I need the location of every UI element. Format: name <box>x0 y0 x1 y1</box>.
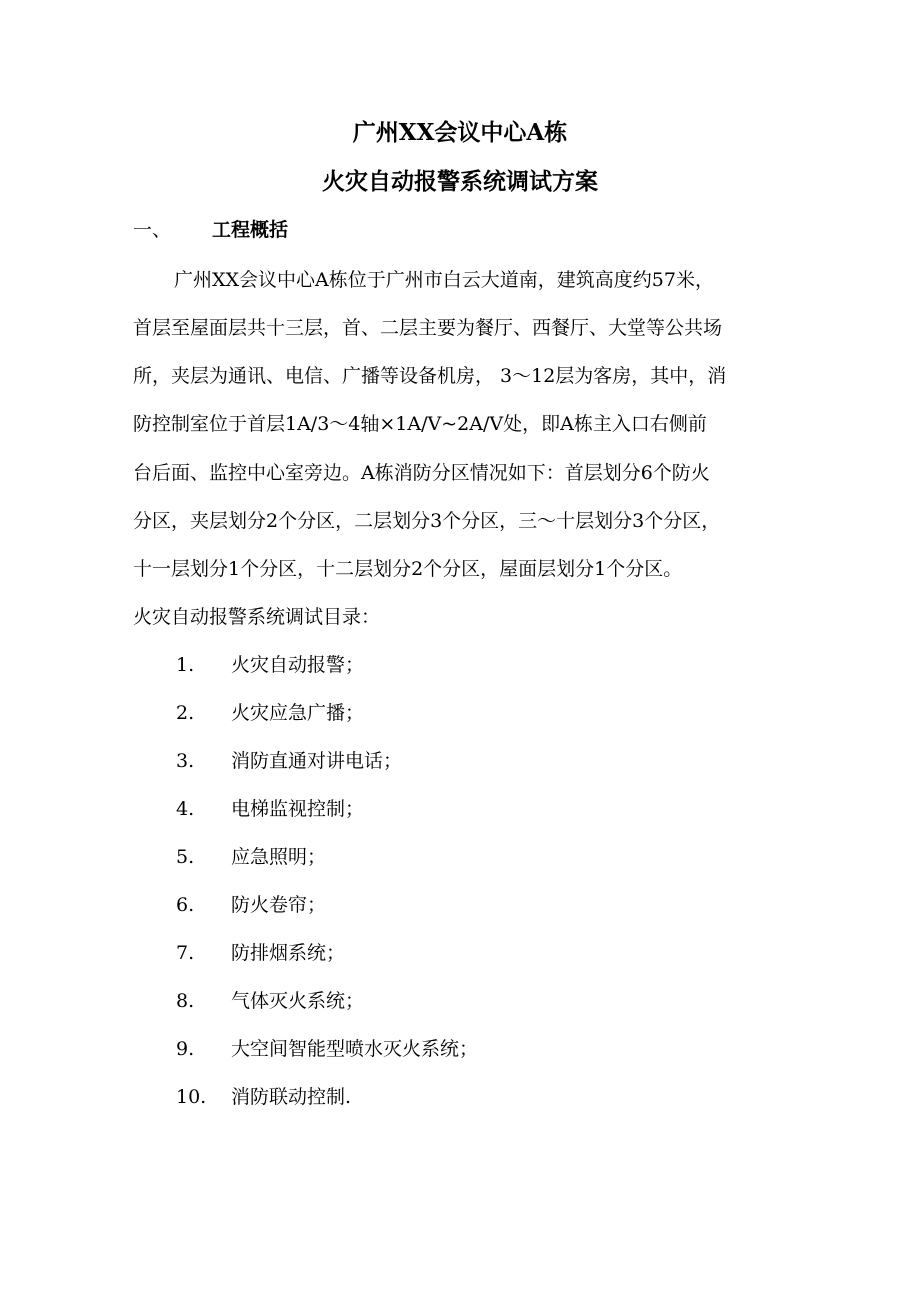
list-item-text: 消防联动控制. <box>231 1086 352 1108</box>
list-item-text: 防排烟系统； <box>231 942 346 964</box>
list-item-text: 电梯监视控制； <box>231 798 365 820</box>
document-title-line-2: 火灾自动报警系统调试方案 <box>322 168 598 195</box>
section-heading-text: 工程概括 <box>212 219 289 241</box>
list-item-index: 1. <box>176 654 195 676</box>
document-title-line-1: 广州XX会议中心A栋 <box>352 119 568 146</box>
list-item-index: 5. <box>176 846 195 868</box>
list-item <box>176 1035 478 1063</box>
list-item <box>176 699 364 727</box>
list-item-text: 气体灭火系统； <box>231 990 365 1012</box>
list-item-index: 4. <box>176 798 195 820</box>
list-item <box>176 651 364 679</box>
list-item <box>176 939 345 967</box>
paragraph-line-7: 十一层划分1个分区，十二层划分2个分区，屋面层划分1个分区。 <box>133 558 683 580</box>
list-item <box>176 795 364 823</box>
paragraph-line-2: 首层至屋面层共十三层，首、二层主要为餐厅、西餐厅、大堂等公共场 <box>133 317 723 339</box>
list-item-index: 7. <box>176 942 195 964</box>
list-item <box>176 987 364 1015</box>
section-heading-1 <box>133 216 288 244</box>
list-item-text: 火灾应急广播； <box>231 702 365 724</box>
list-item-text: 应急照明； <box>231 846 327 868</box>
list-item-index: 2. <box>176 702 195 724</box>
list-item <box>176 747 402 775</box>
paragraph-line-1: 广州XX会议中心A栋位于广州市白云大道南，建筑高度约57米， <box>174 269 714 291</box>
paragraph-line-6: 分区，夹层划分2个分区，二层划分3个分区，三～十层划分3个分区， <box>133 510 721 532</box>
list-item-index: 3. <box>176 750 195 772</box>
list-item-index: 9. <box>176 1038 195 1060</box>
list-item-index: 10. <box>176 1086 207 1108</box>
list-item-index: 6. <box>176 894 195 916</box>
paragraph-line-4: 防控制室位于首层1A/3～4轴×1A/V~2A/V处，即A栋主入口右侧前 <box>133 413 707 435</box>
list-item-text: 消防直通对讲电话； <box>231 750 403 772</box>
list-item <box>176 891 326 919</box>
list-item-text: 防火卷帘； <box>231 894 327 916</box>
list-item-text: 火灾自动报警； <box>231 654 365 676</box>
list-item <box>176 843 326 871</box>
list-item-text: 大空间智能型喷水灭火系统； <box>231 1038 479 1060</box>
section-number: 一、 <box>133 219 172 241</box>
paragraph-line-3: 所，夹层为通讯、电信、广播等设备机房， 3～12层为客房，其中，消 <box>133 365 727 387</box>
list-item <box>176 1083 351 1111</box>
list-intro: 火灾自动报警系统调试目录： <box>133 606 381 628</box>
list-item-index: 8. <box>176 990 195 1012</box>
paragraph-line-5: 台后面、监控中心室旁边。A栋消防分区情况如下：首层划分6个防火 <box>133 462 710 484</box>
